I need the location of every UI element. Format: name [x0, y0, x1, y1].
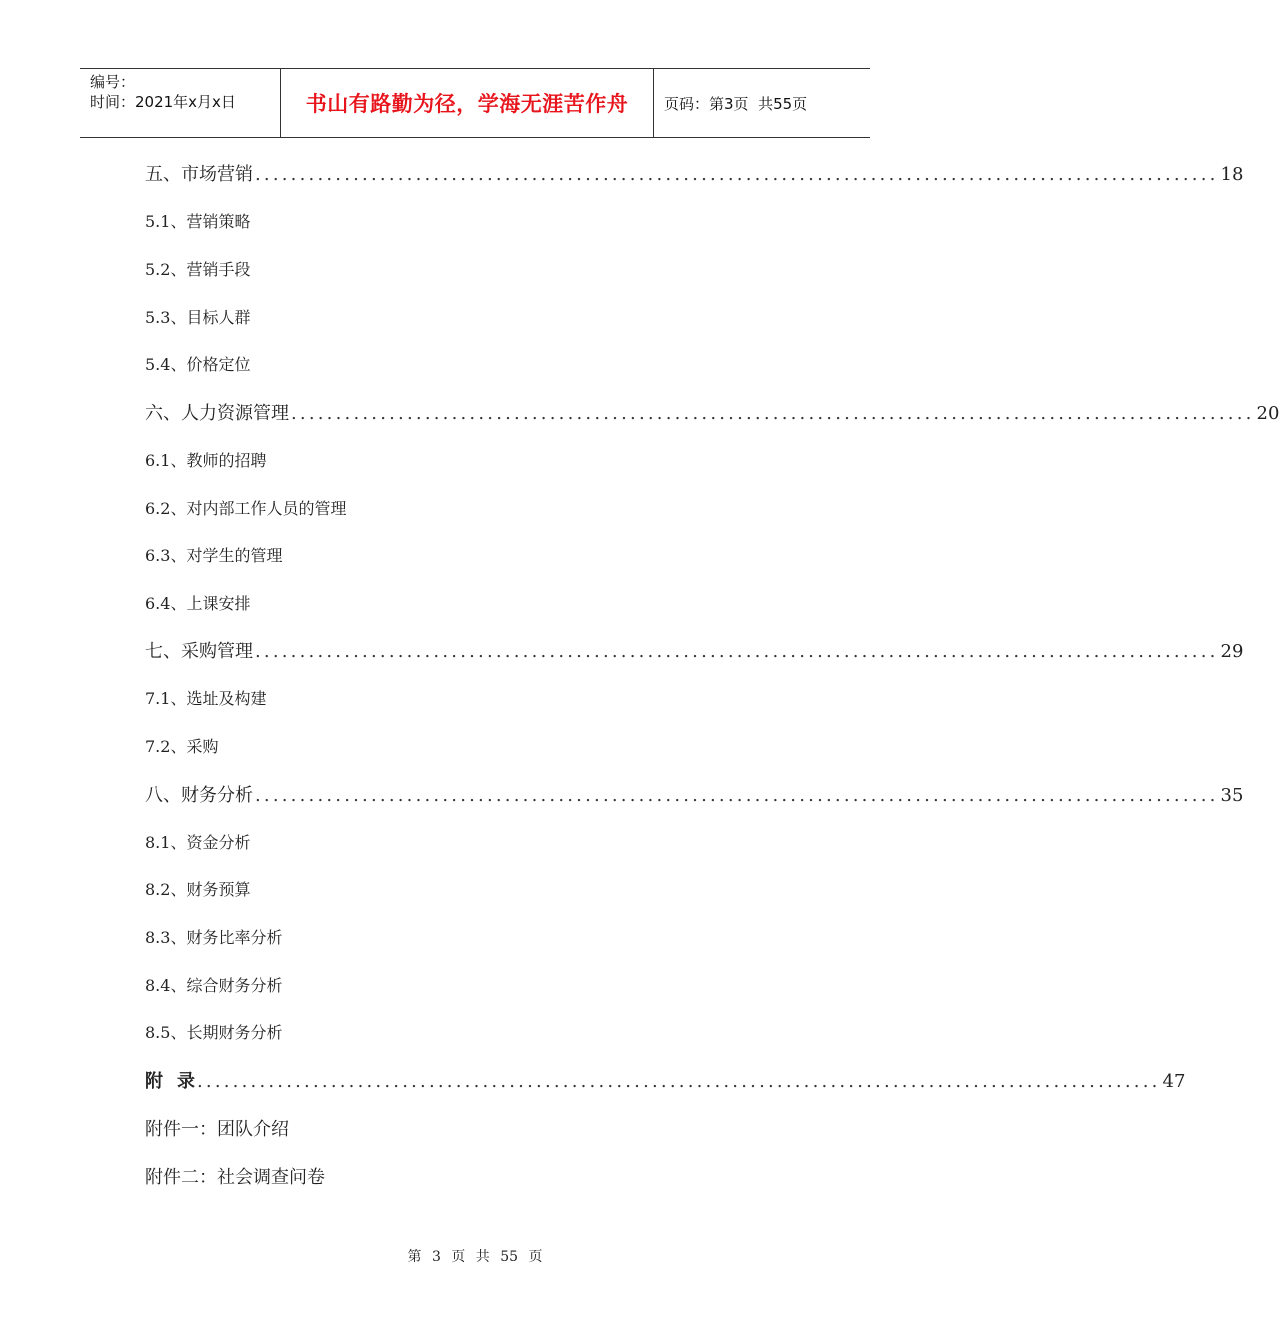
toc-item-5-4[interactable]: 5.4、价格定位: [145, 355, 251, 374]
toc-item-7-2[interactable]: 7.2、采购: [145, 737, 219, 756]
toc-item-6-2[interactable]: 6.2、对内部工作人员的管理: [145, 499, 347, 518]
toc-chapter-6[interactable]: [145, 399, 1279, 425]
toc-item-7-1[interactable]: 7.1、选址及构建: [145, 689, 267, 708]
toc-item-6-1[interactable]: 6.1、教师的招聘: [145, 451, 267, 470]
toc-attachment-1[interactable]: 附件一：团队介绍: [145, 1119, 289, 1140]
toc-leader-dots: ............................................................................................................: [255, 785, 1219, 806]
toc-leader-dots: ............................................................................................................: [291, 403, 1255, 424]
toc-item-8-1[interactable]: 8.1、资金分析: [145, 833, 251, 852]
toc-title: 八、财务分析: [145, 785, 253, 806]
toc-leader-dots: ............................................................................................................: [255, 641, 1219, 662]
date-label: 时间：2021年x月x日: [90, 93, 236, 111]
toc-attachment-2[interactable]: 附件二：社会调查问卷: [145, 1167, 325, 1188]
page-footer: 第 3 页 共 55 页: [407, 1249, 543, 1265]
toc-chapter-5[interactable]: [145, 160, 1244, 186]
header-meta: [80, 69, 281, 137]
toc-leader-dots: ............................................................................................................: [255, 164, 1219, 185]
serial-number-label: 编号：: [90, 73, 136, 91]
toc-chapter-7[interactable]: [145, 637, 1244, 663]
toc-item-8-3[interactable]: 8.3、财务比率分析: [145, 928, 283, 947]
toc-item-5-1[interactable]: 5.1、营销策略: [145, 212, 251, 231]
toc-item-5-2[interactable]: 5.2、营销手段: [145, 260, 251, 279]
toc-item-8-5[interactable]: 8.5、长期财务分析: [145, 1023, 283, 1042]
toc-chapter-8[interactable]: [145, 781, 1244, 807]
page-header: [80, 68, 870, 138]
toc-appendix[interactable]: [145, 1067, 1186, 1093]
toc-page-number: 18: [1220, 164, 1244, 185]
toc-item-5-3[interactable]: 5.3、目标人群: [145, 308, 251, 327]
header-page-cell: [654, 69, 870, 137]
toc-page-number: 35: [1220, 785, 1244, 806]
toc-title: 附录: [145, 1071, 209, 1092]
toc-title: 七、采购管理: [145, 641, 253, 662]
toc-page-number: 47: [1162, 1071, 1186, 1092]
header-motto-cell: [281, 69, 654, 137]
toc-title: 六、人力资源管理: [145, 403, 289, 424]
toc-item-8-2[interactable]: 8.2、财务预算: [145, 880, 251, 899]
toc-page-number: 20: [1256, 403, 1279, 424]
motto-text: 书山有路勤为径，学海无涯苦作舟: [305, 92, 629, 116]
toc-item-8-4[interactable]: 8.4、综合财务分析: [145, 976, 283, 995]
page-info: 页码：第3页 共55页: [664, 94, 808, 113]
toc-page-number: 29: [1220, 641, 1244, 662]
toc-leader-dots: ............................................................................................................: [197, 1071, 1161, 1092]
toc-title: 五、市场营销: [145, 164, 253, 185]
toc-item-6-4[interactable]: 6.4、上课安排: [145, 594, 251, 613]
toc-item-6-3[interactable]: 6.3、对学生的管理: [145, 546, 283, 565]
